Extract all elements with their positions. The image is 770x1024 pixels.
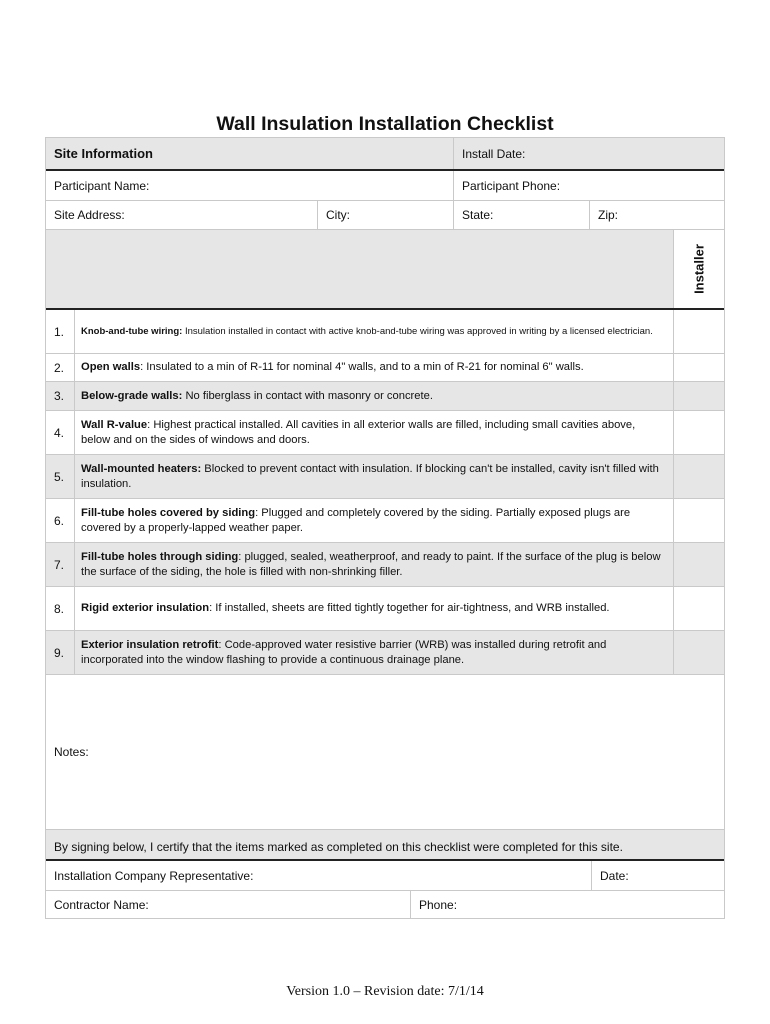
checklist-header-row [46,230,724,310]
item-description: Knob-and-tube wiring: Insulation installed in contact with active knob-and-tube wiring was approved in writing by a licensed electrician. [74,310,673,353]
item-description: Open walls: Insulated to a min of R-11 for nominal 4" walls, and to a min of R-21 for nominal 6" walls. [74,354,673,381]
city-field[interactable]: City: [317,201,453,229]
zip-field[interactable]: Zip: [589,201,724,229]
checklist-item [46,543,724,587]
checklist-form [45,137,725,919]
participant-name-field[interactable]: Participant Name: [54,178,150,193]
checklist-item [46,310,724,354]
installer-checkbox[interactable] [673,382,724,410]
version-footer: Version 1.0 – Revision date: 7/1/14 [286,984,484,999]
item-description: Fill-tube holes through siding: plugged, sealed, weatherproof, and ready to paint. If the surface of the plug is below the surface of the siding, the hole is filled with non-shrinking filler. [74,543,673,586]
contractor-row [46,891,724,918]
checklist-item [46,382,724,411]
checklist-item [46,499,724,543]
installer-checkbox[interactable] [673,310,724,353]
participant-row [46,171,724,201]
item-number: 5. [54,469,65,484]
item-number: 8. [54,601,65,616]
installer-checkbox[interactable] [673,411,724,454]
notes-area[interactable] [46,675,724,830]
item-number: 7. [54,557,65,572]
checklist-item [46,587,724,631]
checklist-item [46,455,724,499]
company-rep-field[interactable]: Installation Company Representative: [54,868,254,883]
item-number: 3. [54,389,65,403]
installer-checkbox[interactable] [673,354,724,381]
participant-phone-field[interactable]: Participant Phone: [453,171,724,200]
address-row [46,201,724,230]
site-info-header-row [46,138,724,171]
item-description: Rigid exterior insulation: If installed, sheets are fitted tightly together for air-tightness, and WRB installed. [74,587,673,630]
item-number: 4. [54,425,65,440]
installer-checkbox[interactable] [673,455,724,498]
installer-checkbox[interactable] [673,499,724,542]
installer-column-header: Installer [673,230,724,308]
item-number: 2. [54,360,65,375]
checklist-item [46,411,724,455]
notes-label: Notes: [54,745,89,759]
installer-checkbox[interactable] [673,543,724,586]
item-number: 9. [54,645,65,660]
installer-checkbox[interactable] [673,587,724,630]
page-title: Wall Insulation Installation Checklist [216,113,554,135]
certify-row [46,830,724,861]
install-date-field[interactable]: Install Date: [453,138,724,169]
rep-row [46,861,724,891]
item-description: Below-grade walls: No fiberglass in contact with masonry or concrete. [74,382,673,410]
checklist-item [46,631,724,675]
state-field[interactable]: State: [453,201,589,229]
item-number: 1. [54,324,65,339]
item-description: Wall-mounted heaters: Blocked to prevent contact with insulation. If blocking can't be installed, cavity isn't filled with insulation. [74,455,673,498]
item-description: Fill-tube holes covered by siding: Plugged and completely covered by the siding. Partially exposed plugs are covered by a properly-lapped weather paper. [74,499,673,542]
installer-checkbox[interactable] [673,631,724,674]
checklist-item [46,354,724,382]
site-info-heading: Site Information [54,146,153,161]
phone-field[interactable]: Phone: [410,891,724,918]
site-address-field[interactable]: Site Address: [54,208,125,222]
date-field[interactable]: Date: [591,861,724,890]
contractor-name-field[interactable]: Contractor Name: [54,897,149,912]
item-description: Wall R-value: Highest practical installed. All cavities in all exterior walls are filled, including small cavities above, below and on the sides of windows and doors. [74,411,673,454]
certify-statement: By signing below, I certify that the items marked as completed on this checklist were completed for this site. [54,839,623,854]
item-number: 6. [54,513,65,528]
item-description: Exterior insulation retrofit: Code-approved water resistive barrier (WRB) was installed during retrofit and incorporated into the window flashing to provide a continuous drainage plane. [74,631,673,674]
